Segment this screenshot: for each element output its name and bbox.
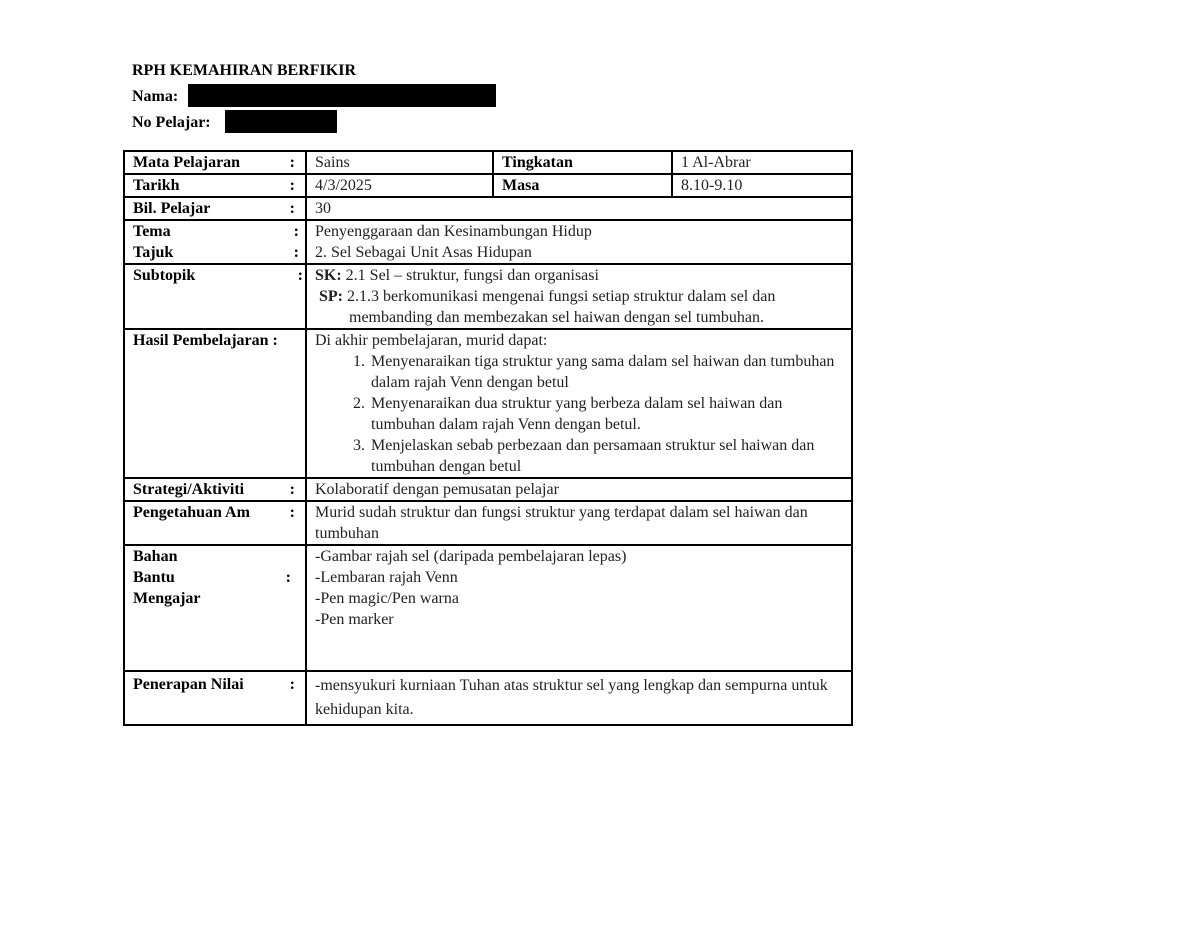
row-bil-pelajar [124, 197, 852, 220]
sk-line [315, 265, 847, 286]
colon: : [285, 569, 291, 586]
tema-tajuk-label-cell [124, 220, 306, 264]
nama-redaction [188, 84, 496, 107]
list-item: 3. Menjelaskan sebab perbezaan dan persamaan struktur sel haiwan dan tumbuhan dengan betul [369, 435, 847, 477]
tajuk-value: 2. Sel Sebagai Unit Asas Hidupan [315, 244, 532, 261]
bahan-label-3: Mengajar [133, 590, 201, 607]
strategi-label: Strategi/Aktiviti [133, 481, 245, 498]
bahan-label-cell [124, 545, 306, 671]
colon: : [289, 200, 295, 217]
colon: : [297, 267, 303, 284]
row-bahan-bantu-mengajar [124, 545, 852, 671]
bahan-value-cell [306, 545, 852, 671]
pengetahuan-label: Pengetahuan Am [133, 504, 250, 521]
sp-line [315, 286, 847, 328]
strategi-label-cell [124, 478, 306, 501]
tingkatan-label: Tingkatan [493, 151, 672, 174]
colon: : [293, 244, 299, 261]
document-title: RPH KEMAHIRAN BERFIKIR [132, 62, 357, 79]
bil-pelajar-label: Bil. Pelajar [133, 200, 211, 217]
hasil-value-cell [306, 329, 852, 478]
colon: : [289, 154, 295, 171]
subtopik-value-cell [306, 264, 852, 329]
hasil-label: Hasil Pembelajaran : [124, 329, 306, 478]
pengetahuan-value: Murid sudah struktur dan fungsi struktur yang terdapat dalam sel haiwan dan tumbuhan [306, 501, 852, 545]
tema-value: Penyenggaraan dan Kesinambungan Hidup [315, 223, 592, 240]
list-item: 2. Menyenaraikan dua struktur yang berbeza dalam sel haiwan dan tumbuhan dalam rajah Venn dengan betul. [369, 393, 847, 435]
masa-value: 8.10-9.10 [672, 174, 852, 197]
subtopik-label-cell [124, 264, 306, 329]
sk-label: SK: [315, 267, 342, 284]
nilai-label: Penerapan Nilai [133, 676, 244, 693]
colon: : [289, 481, 295, 498]
row-tarikh [124, 174, 852, 197]
tema-label: Tema [133, 223, 171, 240]
row-pengetahuan-am [124, 501, 852, 545]
row-mata-pelajaran [124, 151, 852, 174]
nama-label: Nama: [132, 88, 179, 105]
colon: : [293, 223, 299, 240]
tingkatan-value: 1 Al-Abrar [672, 151, 852, 174]
subtopik-label: Subtopik [133, 267, 196, 284]
list-item: -Pen marker [315, 611, 394, 628]
nilai-value: -mensyukuri kurniaan Tuhan atas struktur sel yang lengkap dan sempurna untuk kehidupan kita. [306, 671, 852, 725]
nilai-label-cell [124, 671, 306, 725]
mata-pelajaran-label: Mata Pelajaran [133, 154, 241, 171]
hasil-list [315, 351, 847, 477]
masa-label: Masa [493, 174, 672, 197]
tarikh-label-cell [124, 174, 306, 197]
tema-tajuk-value-cell [306, 220, 852, 264]
row-strategi [124, 478, 852, 501]
list-item: -Lembaran rajah Venn [315, 569, 458, 586]
strategi-value: Kolaboratif dengan pemusatan pelajar [306, 478, 852, 501]
no-pelajar-label: No Pelajar: [132, 114, 211, 131]
bil-pelajar-value: 30 [306, 197, 852, 220]
row-hasil-pembelajaran [124, 329, 852, 478]
list-item: 1. Menyenaraikan tiga struktur yang sama dalam sel haiwan dan tumbuhan dalam rajah Venn dengan betul [369, 351, 847, 393]
mata-pelajaran-label-cell [124, 151, 306, 174]
pengetahuan-label-cell [124, 501, 306, 545]
bahan-label-1: Bahan [133, 548, 178, 565]
sp-label: SP: [319, 288, 343, 305]
bahan-label-2: Bantu [133, 569, 175, 586]
no-pelajar-redaction [225, 110, 337, 133]
mata-pelajaran-value: Sains [306, 151, 493, 174]
lesson-plan-table [123, 150, 853, 726]
row-penerapan-nilai [124, 671, 852, 725]
sp-value: 2.1.3 berkomunikasi mengenai fungsi setiap struktur dalam sel dan membanding dan membezakan sel haiwan dengan sel tumbuhan. [347, 288, 776, 326]
sk-value: 2.1 Sel – struktur, fungsi dan organisasi [345, 267, 599, 284]
tarikh-label: Tarikh [133, 177, 180, 194]
colon: : [289, 504, 295, 521]
hasil-intro: Di akhir pembelajaran, murid dapat: [315, 332, 548, 349]
row-tema-tajuk [124, 220, 852, 264]
list-item: -Pen magic/Pen warna [315, 590, 459, 607]
colon: : [289, 676, 295, 693]
colon: : [289, 177, 295, 194]
row-subtopik [124, 264, 852, 329]
tarikh-value: 4/3/2025 [306, 174, 493, 197]
list-item: -Gambar rajah sel (daripada pembelajaran lepas) [315, 548, 627, 565]
bil-pelajar-label-cell [124, 197, 306, 220]
tajuk-label: Tajuk [133, 244, 174, 261]
